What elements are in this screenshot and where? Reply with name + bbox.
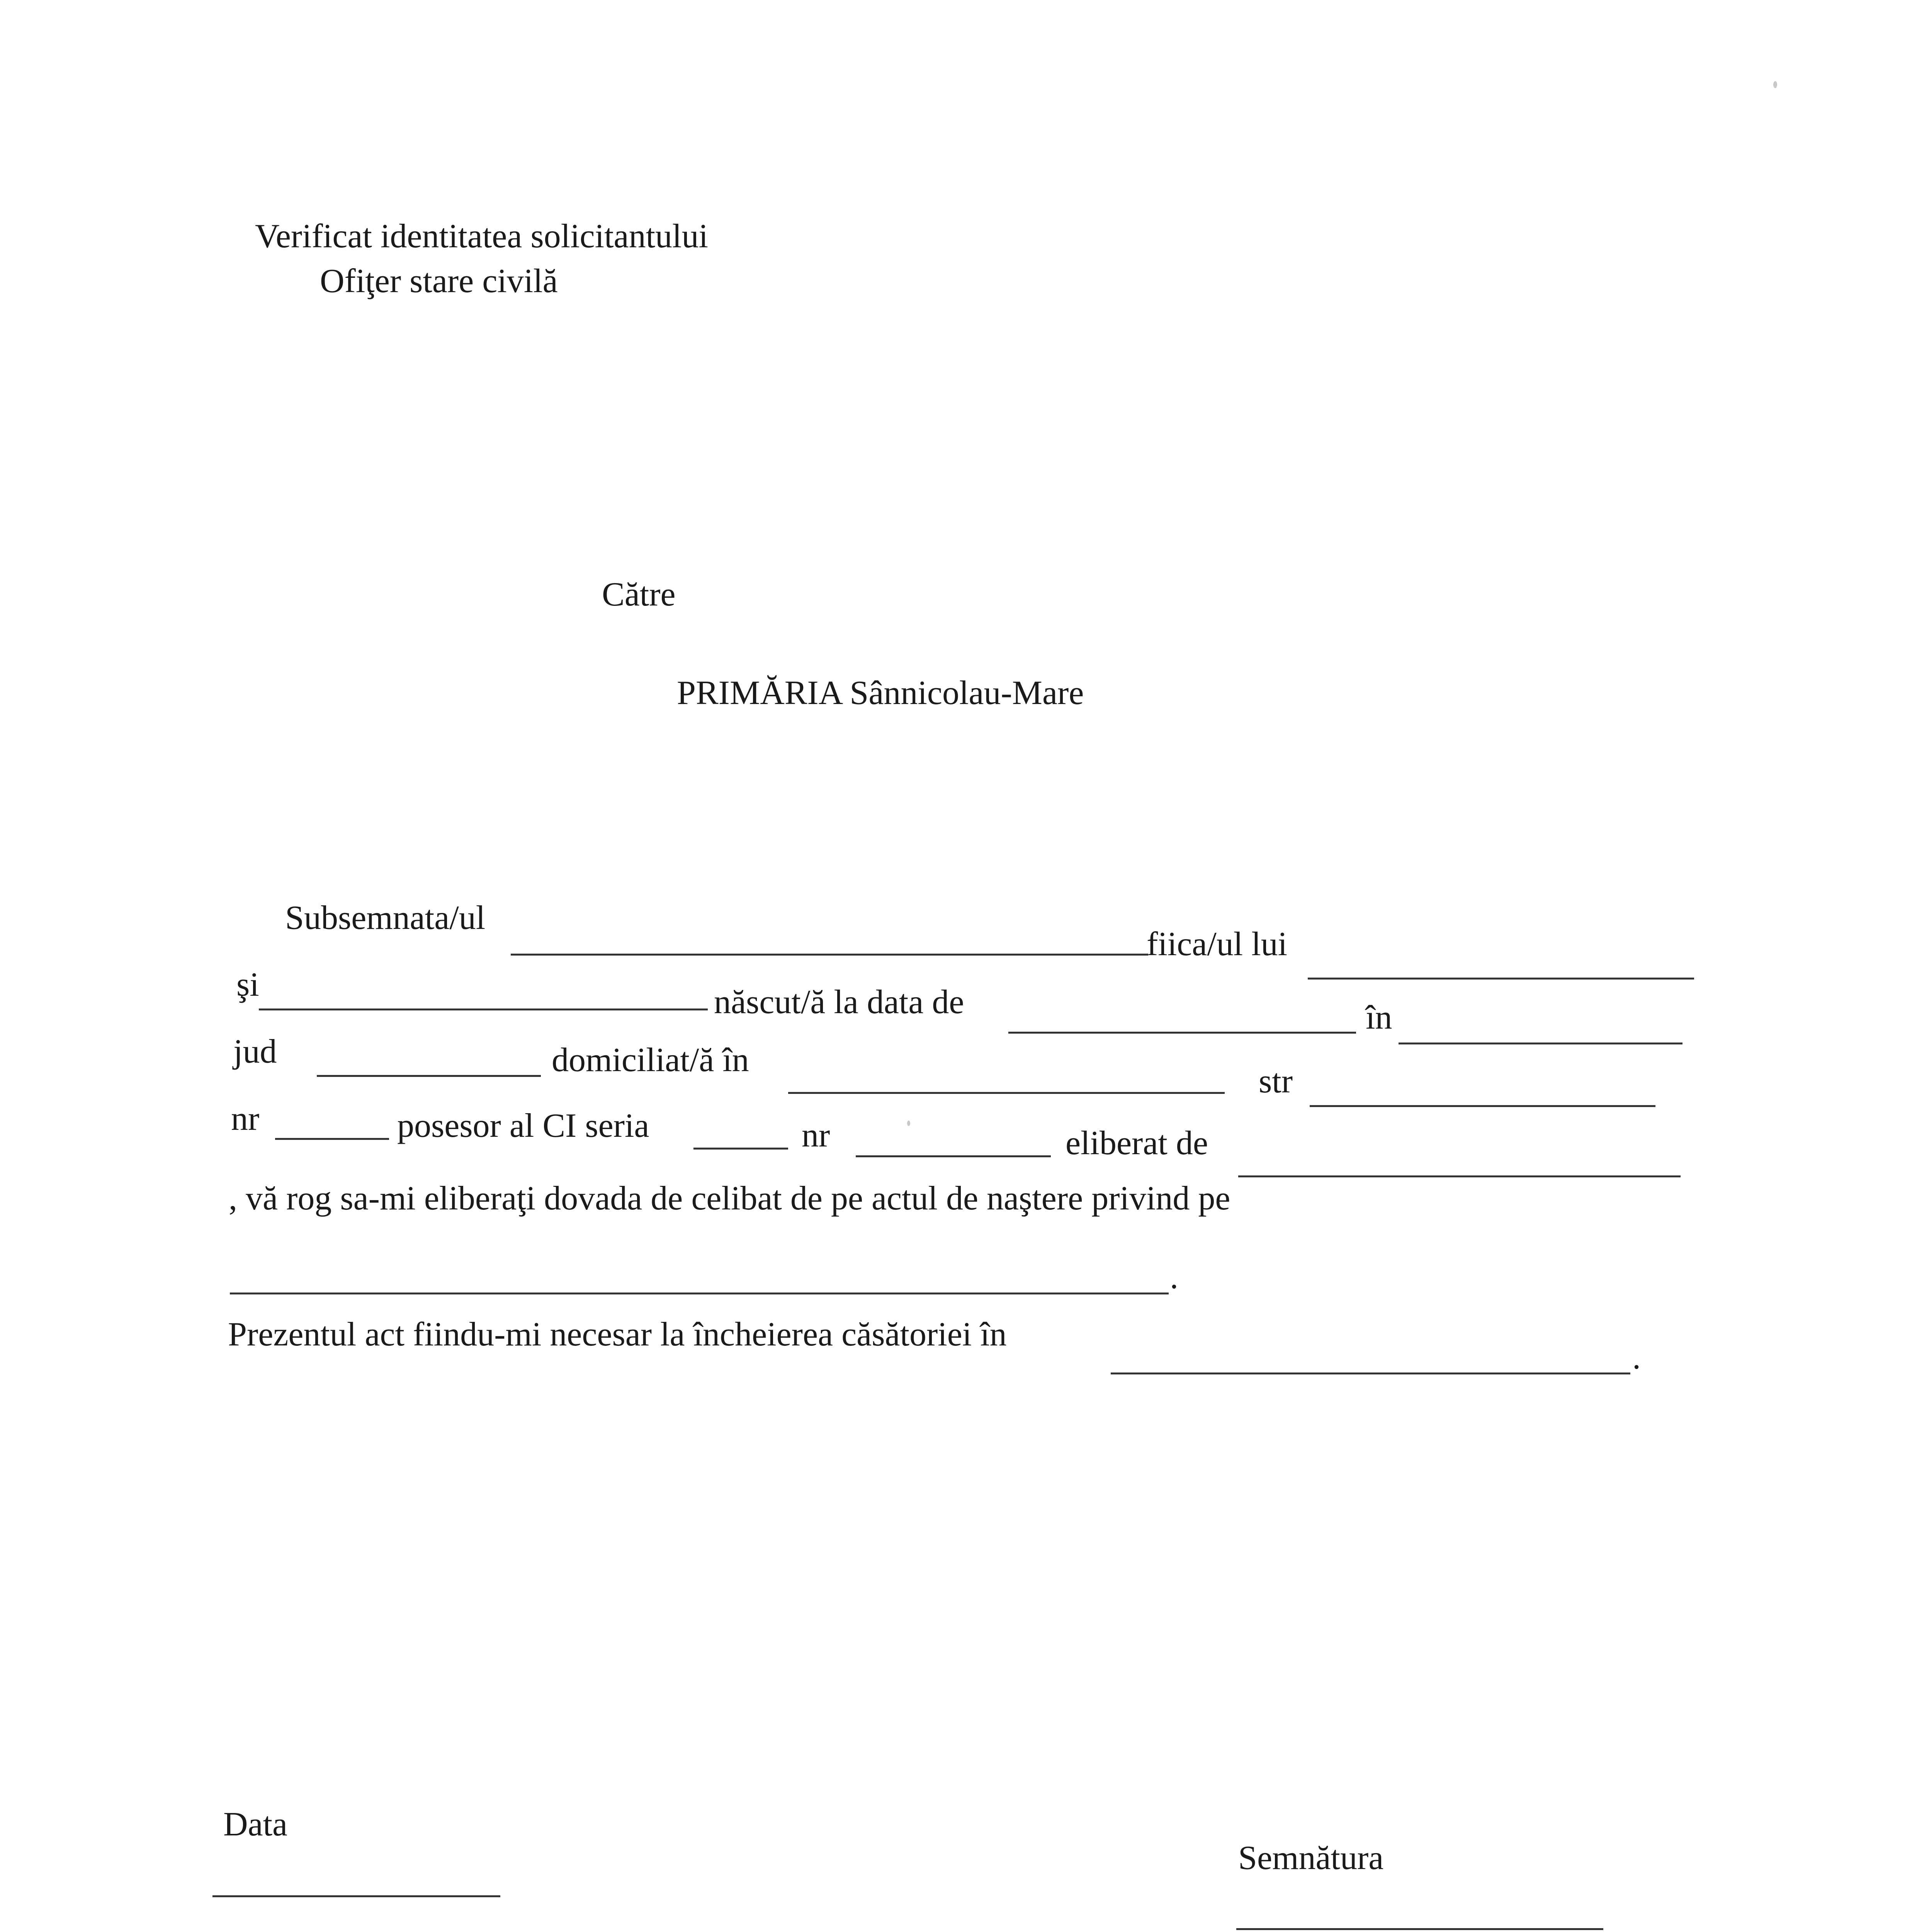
blank-house-number[interactable] (275, 1138, 389, 1140)
label-nr: nr (231, 1100, 260, 1138)
label-str: str (1259, 1063, 1293, 1100)
label-ci-nr: nr (802, 1117, 830, 1154)
blank-marriage-place[interactable] (1111, 1372, 1630, 1374)
label-jud: jud (233, 1033, 277, 1070)
label-fiica-lui: fiica/ul lui (1147, 925, 1288, 963)
blank-county[interactable] (317, 1075, 541, 1077)
label-subsemnata: Subsemnata/ul (285, 899, 486, 937)
label-nascut: născut/ă la data de (714, 983, 964, 1021)
blank-residence[interactable] (788, 1092, 1225, 1094)
officer-line: Ofiţer stare civilă (320, 262, 558, 300)
scan-speck (907, 1121, 910, 1126)
label-domiciliat: domiciliat/ă în (552, 1041, 749, 1079)
label-ci-seria: posesor al CI seria (397, 1107, 649, 1145)
to-label: Către (602, 576, 676, 613)
label-in: în (1366, 999, 1392, 1036)
blank-issued-by[interactable] (1238, 1175, 1681, 1177)
signature-label: Semnătura (1238, 1839, 1384, 1877)
blank-street[interactable] (1310, 1105, 1655, 1107)
blank-person-name[interactable] (230, 1293, 1169, 1294)
blank-id-number[interactable] (856, 1155, 1051, 1157)
period-1: . (1170, 1259, 1178, 1296)
date-label: Data (223, 1806, 288, 1843)
blank-id-series[interactable] (693, 1148, 788, 1150)
blank-birth-place[interactable] (1399, 1043, 1682, 1044)
blank-father-name[interactable] (1308, 978, 1694, 980)
purpose-text: Prezentul act fiindu-mi necesar la încheierea căsătoriei în (228, 1316, 1007, 1353)
blank-signature[interactable] (1236, 1928, 1603, 1930)
scan-speck (1773, 81, 1777, 88)
blank-full-name[interactable] (511, 954, 1148, 956)
institution-name: PRIMĂRIA Sânnicolau-Mare (677, 674, 1084, 712)
period-2: . (1632, 1339, 1641, 1376)
label-si: şi (236, 966, 259, 1003)
label-eliberat-de: eliberat de (1066, 1124, 1208, 1162)
request-text: , vă rog sa-mi eliberaţi dovada de celibat de pe actul de naştere privind pe (229, 1180, 1230, 1217)
blank-date[interactable] (212, 1895, 500, 1897)
verification-line: Verificat identitatea solicitantului (255, 218, 708, 255)
blank-birth-date[interactable] (1008, 1032, 1356, 1034)
blank-mother-name[interactable] (259, 1009, 708, 1010)
